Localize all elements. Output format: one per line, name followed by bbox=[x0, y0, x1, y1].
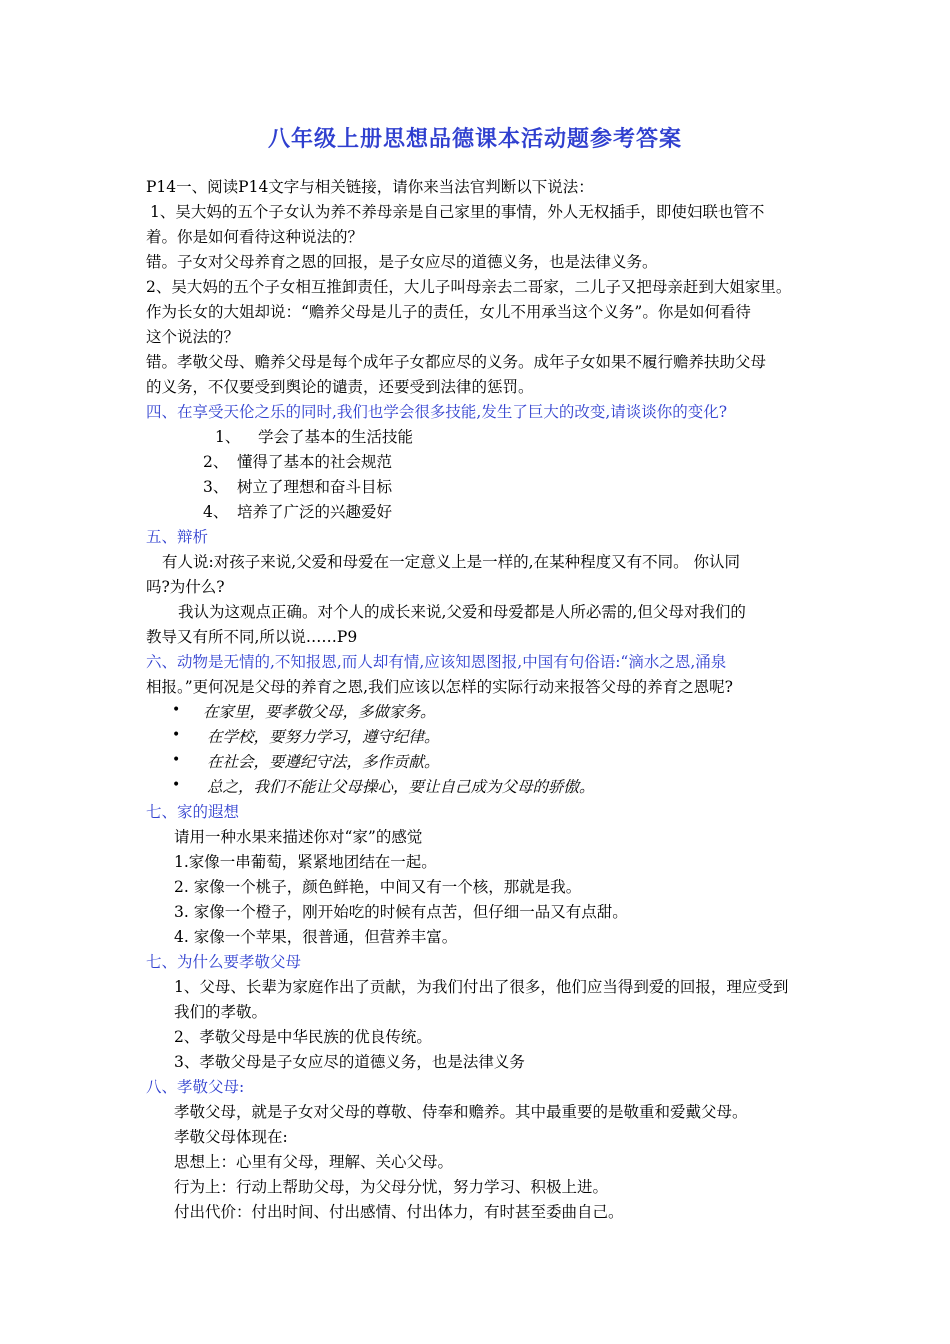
q1-item2-line1: 2、吴大妈的五个子女相互推卸责任，大儿子叫母亲去二哥家，二儿子又把母亲赶到大姐家里。 bbox=[146, 278, 792, 296]
section-5-answer-line2: 教导又有所不同,所以说……P9 bbox=[146, 628, 358, 646]
section-4-item-text: 学会了基本的生活技能 bbox=[258, 428, 414, 446]
q1-item1-line1: 1、吴大妈的五个子女认为养不养母亲是自己家里的事情，外人无权插手，即使妇联也管不 bbox=[150, 203, 765, 221]
section-6-item: 在社会，要遵纪守法，多作贡献。 bbox=[207, 753, 440, 771]
section-7-item: 3. 家像一个橙子，刚开始吃的时候有点苦，但仔细一品又有点甜。 bbox=[174, 903, 628, 921]
q1-item1-line2: 着。你是如何看待这种说法的？ bbox=[146, 228, 364, 246]
section-8-thought: 思想上：心里有父母，理解、关心父母。 bbox=[174, 1153, 454, 1171]
section-7b-item2: 2、孝敬父母是中华民族的优良传统。 bbox=[174, 1028, 432, 1046]
section-4-item-text: 培养了广泛的兴趣爱好 bbox=[237, 503, 393, 521]
q1-item2-line2: 作为长女的大姐却说：“赡养父母是儿子的责任，女儿不用承当这个义务”。你是如何看待 bbox=[146, 303, 751, 321]
section-8-intro: 孝敬父母体现在: bbox=[174, 1128, 288, 1146]
section-7-prompt: 请用一种水果来描述你对“家”的感觉 bbox=[174, 828, 423, 846]
section-7-item: 1.家像一串葡萄，紧紧地团结在一起。 bbox=[174, 853, 437, 871]
section-8-heading: 八、孝敬父母: bbox=[146, 1078, 245, 1096]
section-6-heading-text: 六、动物是无情的,不知报恩,而人却有情,应该知恩图报,中国有句俗语:“滴水之恩,涌泉 bbox=[146, 653, 727, 671]
bullet-icon: • bbox=[172, 727, 181, 743]
section-8-action: 行为上：行动上帮助父母，为父母分忧，努力学习、积极上进。 bbox=[174, 1178, 609, 1196]
section-4-item-num: 3、 bbox=[203, 478, 229, 496]
section-6-item: 总之，我们不能让父母操心，要让自己成为父母的骄傲。 bbox=[207, 778, 595, 796]
section-5-question-line1: 有人说:对孩子来说,父爱和母爱在一定意义上是一样的,在某种程度又有不同。 你认同 bbox=[162, 553, 741, 571]
section-8-cost: 付出代价：付出时间、付出感情、付出体力，有时甚至委曲自己。 bbox=[174, 1203, 624, 1221]
q1-item2-line3: 这个说法的？ bbox=[146, 328, 240, 346]
bullet-icon: • bbox=[172, 777, 181, 793]
section-7b-item1-line1: 1、父母、长辈为家庭作出了贡献，为我们付出了很多，他们应当得到爱的回报，理应受到 bbox=[174, 978, 789, 996]
section-4-heading: 四、在享受天伦之乐的同时,我们也学会很多技能,发生了巨大的改变,请谈谈你的变化? bbox=[146, 403, 728, 421]
section-4-item-num: 2、 bbox=[203, 453, 229, 471]
q1-answer2-line2: 的义务，不仅要受到舆论的谴责，还要受到法律的惩罚。 bbox=[146, 378, 534, 396]
section-4-item-text: 树立了理想和奋斗目标 bbox=[237, 478, 393, 496]
section-5-answer-line1: 我认为这观点正确。对个人的成长来说,父爱和母爱都是人所必需的,但父母对我们的 bbox=[178, 603, 746, 621]
section-7b-item3: 3、孝敬父母是子女应尽的道德义务，也是法律义务 bbox=[174, 1053, 525, 1071]
document-title: 八年级上册思想品德课本活动题参考答案 bbox=[267, 126, 682, 152]
bullet-icon: • bbox=[172, 752, 181, 768]
section-4-item-num: 1、 bbox=[215, 428, 241, 446]
section-6-item: 在家里，要孝敬父母，多做家务。 bbox=[203, 703, 436, 721]
section-8-definition: 孝敬父母，就是子女对父母的尊敬、侍奉和赡养。其中最重要的是敬重和爱戴父母。 bbox=[174, 1103, 748, 1121]
section-4-item-text: 懂得了基本的社会规范 bbox=[237, 453, 393, 471]
q1-intro: P14一、阅读P14文字与相关链接，请你来当法官判断以下说法： bbox=[146, 178, 594, 196]
section-5-heading: 五、辩析 bbox=[146, 528, 209, 546]
section-7-item: 2. 家像一个桃子，颜色鲜艳，中间又有一个核，那就是我。 bbox=[174, 878, 582, 896]
section-6-heading-line1 bbox=[146, 652, 726, 672]
section-7-item: 4. 家像一个苹果，很普通，但营养丰富。 bbox=[174, 928, 458, 946]
q1-answer2-line1: 错。孝敬父母、赡养父母是每个成年子女都应尽的义务。成年子女如果不履行赡养扶助父母 bbox=[146, 353, 767, 371]
section-6-heading-line2: 相报。”更何况是父母的养育之恩,我们应该以怎样的实际行动来报答父母的养育之恩呢? bbox=[146, 678, 733, 696]
section-7b-item1-line2: 我们的孝敬。 bbox=[174, 1003, 268, 1021]
section-7-heading: 七、家的遐想 bbox=[146, 803, 240, 821]
section-5-question-line2: 吗?为什么? bbox=[146, 578, 225, 596]
section-6-item: 在学校，要努力学习，遵守纪律。 bbox=[207, 728, 440, 746]
bullet-icon: • bbox=[172, 702, 181, 718]
q1-answer1: 错。子女对父母养育之恩的回报，是子女应尽的道德义务，也是法律义务。 bbox=[146, 253, 658, 271]
section-7b-heading: 七、为什么要孝敬父母 bbox=[146, 953, 302, 971]
section-4-item-num: 4、 bbox=[203, 503, 229, 521]
